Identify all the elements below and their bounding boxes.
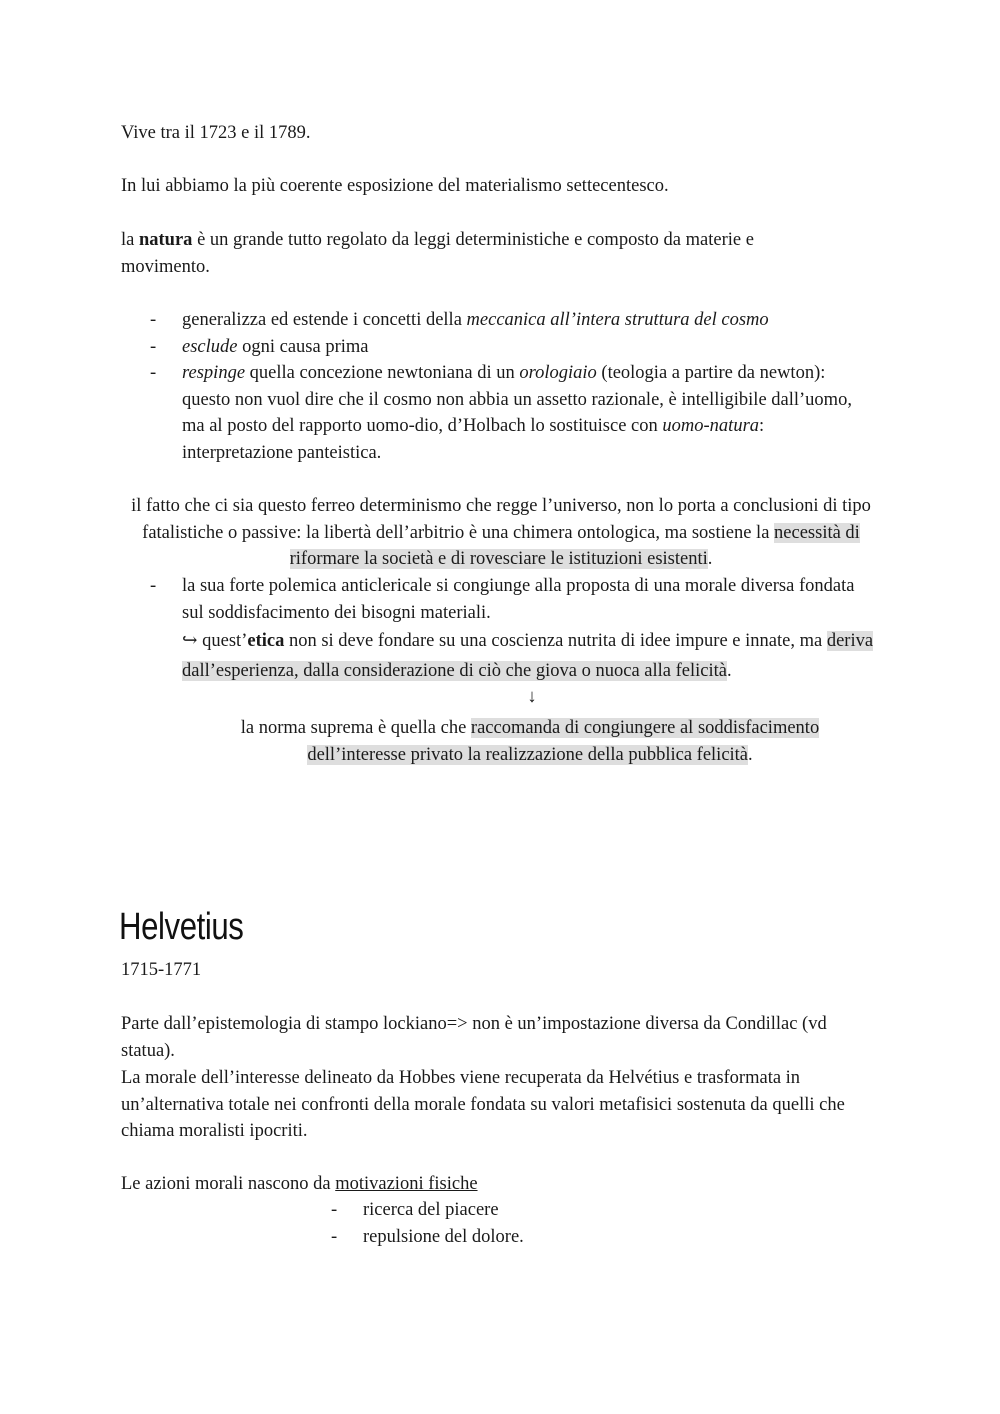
determinism-paragraph xyxy=(121,493,881,573)
bullet-dash: - xyxy=(150,363,157,383)
bullet-text: repulsione del dolore. xyxy=(363,1227,524,1247)
bullet1-pre: generalizza ed estende i concetti della xyxy=(182,310,467,330)
ethics-post: . xyxy=(726,660,732,681)
bullet2-italic: esclude xyxy=(182,337,238,357)
bullet3-italic3: uomo-natura xyxy=(662,416,760,436)
down-arrow-icon: ↓ xyxy=(527,687,537,707)
bullet-text: la sua forte polemica anticlericale si congiunge alla proposta di una morale diversa fondata sul soddisfacimento dei bisogni materiali. xyxy=(182,576,855,623)
bullet3-italic2: orologiaio xyxy=(519,363,597,383)
dholbach-dates: Vive tra il 1723 e il 1789. xyxy=(121,123,311,143)
bullet-dash: - xyxy=(331,1227,338,1247)
determinism-post: . xyxy=(707,549,713,569)
bullet3-post: : interpretazione panteistica. xyxy=(182,416,765,463)
bullet-dash: - xyxy=(150,337,157,357)
helvetius-dates: 1715-1771 xyxy=(121,960,202,980)
bullet-dash: - xyxy=(331,1200,338,1220)
nature-bold: natura xyxy=(138,230,193,250)
ethics-highlight: deriva dall’esperienza, dalla considerazione di ciò che giova o nuoca alla felicità xyxy=(182,631,874,681)
hook-arrow-icon: ↪ xyxy=(182,631,198,651)
norm-pre: la norma suprema è quella che xyxy=(240,718,471,738)
bullet3-italic1: respinge xyxy=(182,363,246,383)
dholbach-intro: In lui abbiamo la più coerente esposizione del materialismo settecentesco. xyxy=(121,176,669,196)
ethics-bold: etica xyxy=(247,631,285,651)
actions-underline: motivazioni fisiche xyxy=(335,1174,478,1194)
bullet-text: ricerca del piacere xyxy=(363,1200,499,1220)
bullet-dash: - xyxy=(150,576,157,596)
bullet1-italic: meccanica all’intera struttura del cosmo xyxy=(466,310,769,330)
ethics-pre: quest’ xyxy=(197,631,248,651)
determinism-pre: il fatto che ci sia questo ferreo determinismo che regge l’universo, non lo porta a conclusioni di tipo fatalistiche o passive: la libertà dell’arbitrio è una chimera ontologica, ma sostiene la xyxy=(131,496,871,543)
helvetius-para2: La morale dell’interesse delineato da Hobbes viene recuperata da Helvétius e trasformata in un’alternativa totale nei confronti della morale fondata su valori metafisici sostenuta da quelli che chiama moralisti ipocriti. xyxy=(121,1068,845,1141)
bullet3-mid2: (teologia a partire da newton): questo non vuol dire che il cosmo non abbia un assetto razionale, è intelligibile dall’uomo, ma al posto del rapporto uomo-dio, d’Holbach lo sostituisce con xyxy=(182,363,852,436)
ethics-paragraph xyxy=(182,627,882,686)
bullet-text xyxy=(182,334,872,361)
helvetius-heading: Helvetius xyxy=(119,906,244,948)
bullet-dash: - xyxy=(150,310,157,330)
nature-pre: la xyxy=(121,230,139,250)
norm-post: . xyxy=(748,744,753,765)
actions-paragraph xyxy=(121,1171,891,1198)
bullet2-post: ogni causa prima xyxy=(237,337,369,357)
bullet-text xyxy=(182,360,867,466)
norm-paragraph xyxy=(210,715,850,768)
determinism-highlight: necessità di riformare la società e di rovesciare le istituzioni esistenti xyxy=(289,522,860,569)
nature-paragraph xyxy=(121,227,821,280)
helvetius-para1: Parte dall’epistemologia di stampo lockiano=> non è un’impostazione diversa da Condillac (vd statua). xyxy=(121,1014,827,1061)
nature-post: è un grande tutto regolato da leggi deterministiche e composto da materie e movimento. xyxy=(121,230,754,277)
actions-pre: Le azioni morali nascono da xyxy=(121,1174,336,1194)
bullet3-mid1: quella concezione newtoniana di un xyxy=(245,363,520,383)
norm-highlight: raccomanda di congiungere al soddisfacimento dell’interesse privato la realizzazione della pubblica felicità xyxy=(307,718,820,765)
bullet-text xyxy=(182,307,872,334)
ethics-mid: non si deve fondare su una coscienza nutrita di idee impure e innate, ma xyxy=(284,631,827,651)
